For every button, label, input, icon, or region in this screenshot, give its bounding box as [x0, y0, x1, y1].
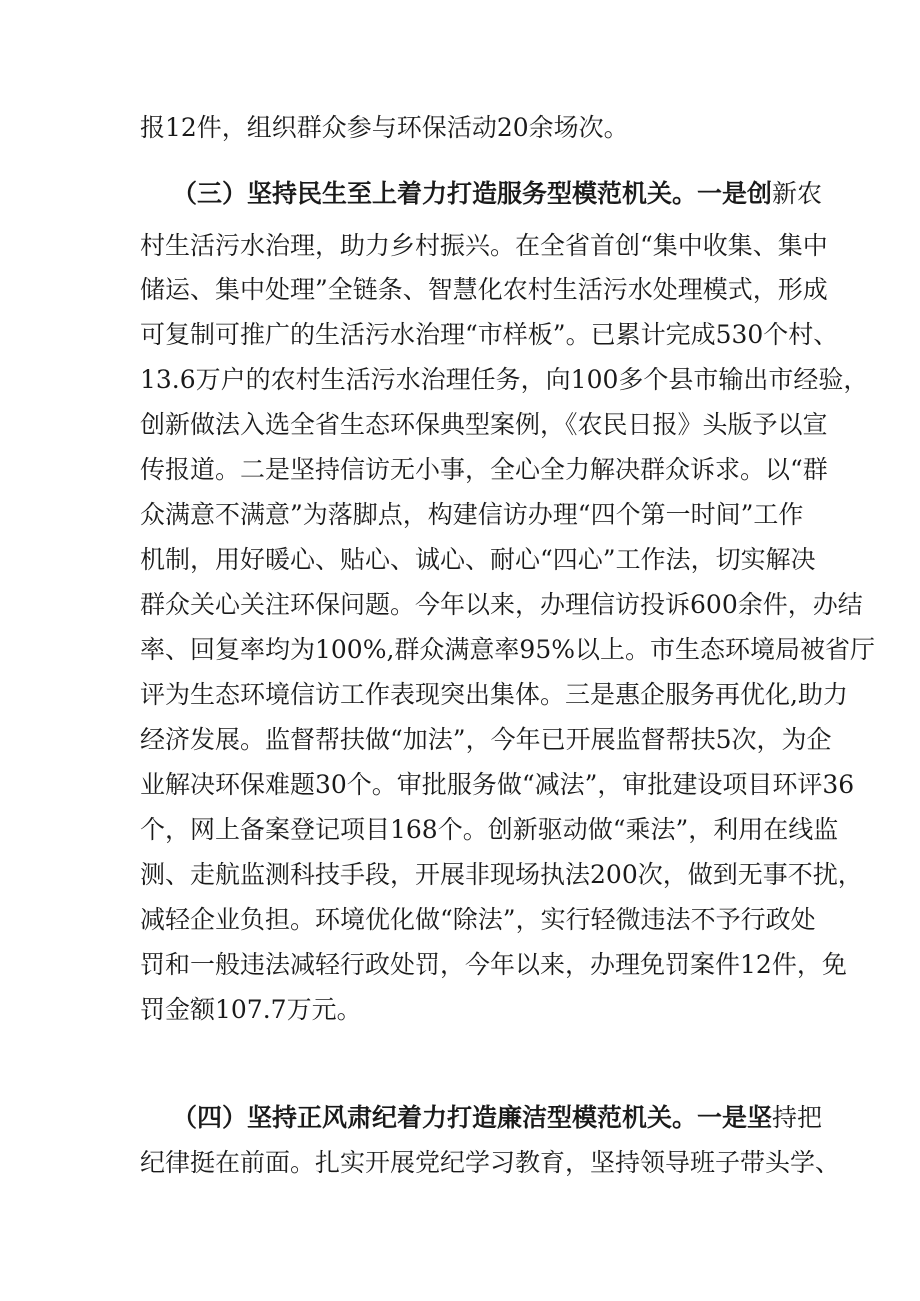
paragraph-line: 村生活污水治理，助力乡村振兴。在全省首创“集中收集、集中 — [140, 231, 828, 260]
paragraph-line: 储运、集中处理”全链条、智慧化农村生活污水处理模式，形成 — [140, 275, 828, 304]
paragraph-line: 群众关心关注环保问题。今年以来，办理信访投诉600余件，办结 — [140, 590, 863, 619]
section-heading — [172, 1098, 823, 1138]
section-heading-bold: （三）坚持民生至上着力打造服务型模范机关。一是创 — [172, 179, 773, 208]
paragraph-line: 罚金额107.7万元。 — [140, 995, 362, 1024]
paragraph-line: 个，网上备案登记项目168个。创新驱动做“乘法”，利用在线监 — [140, 815, 839, 844]
paragraph-line: 罚和一般违法减轻行政处罚，今年以来，办理免罚案件12件，免 — [140, 950, 847, 979]
section-heading — [172, 174, 823, 214]
paragraph-line: 众满意不满意”为落脚点，构建信访办理“四个第一时间”工作 — [140, 500, 804, 529]
section-heading-rest: 新农 — [772, 179, 823, 208]
section-heading-rest: 持把 — [772, 1103, 823, 1132]
paragraph-line: 报12件，组织群众参与环保活动20余场次。 — [140, 113, 629, 142]
paragraph-line: 评为生态环境信访工作表现突出集体。三是惠企服务再优化,助力 — [140, 680, 848, 709]
paragraph-line: 纪律挺在前面。扎实开展党纪学习教育，坚持领导班子带头学、 — [140, 1148, 841, 1177]
paragraph-line: 率、回复率均为100%,群众满意率95%以上。市生态环境局被省厅 — [140, 635, 875, 664]
paragraph-line: 传报道。二是坚持信访无小事，全心全力解决群众诉求。以“群 — [140, 455, 828, 484]
paragraph-line: 可复制可推广的生活污水治理“市样板”。已累计完成530个村、 — [140, 320, 839, 349]
paragraph-line: 13.6万户的农村生活污水治理任务，向100多个县市输出市经验， — [140, 365, 869, 394]
paragraph-line: 业解决环保难题30个。审批服务做“减法”，审批建设项目环评36 — [140, 770, 855, 799]
paragraph-line: 创新做法入选全省生态环保典型案例，《农民日报》头版予以宣 — [140, 410, 828, 439]
section-heading-bold: （四）坚持正风肃纪着力打造廉洁型模范机关。一是坚 — [172, 1103, 773, 1132]
paragraph-line: 测、走航监测科技手段，开展非现场执法200次，做到无事不扰， — [140, 860, 863, 889]
paragraph-line: 经济发展。监督帮扶做“加法”，今年已开展监督帮扶5次，为企 — [140, 725, 832, 754]
paragraph-line: 机制，用好暖心、贴心、诚心、耐心“四心”工作法，切实解决 — [140, 545, 816, 574]
paragraph-line: 减轻企业负担。环境优化做“除法”，实行轻微违法不予行政处 — [140, 905, 816, 934]
